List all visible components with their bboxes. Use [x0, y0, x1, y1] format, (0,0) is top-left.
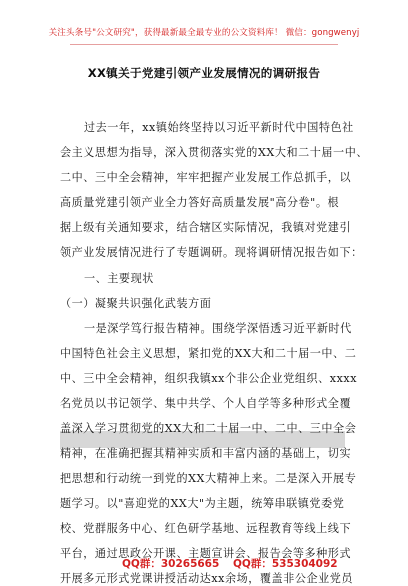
paragraph-line: 高质量党建引领产业全力答好高质量发展"高分卷"。根 — [60, 196, 340, 209]
section-heading: 一、主要现状 — [84, 272, 154, 285]
footer-qq-group-1: QQ群：30265665 — [122, 558, 220, 570]
paragraph-line: 开展多元形式党课讲授活动达xx余场，覆盖非公企业党员 — [60, 572, 354, 585]
paragraph-line: 据上级有关通知要求，结合辖区实际情况，我镇对党建引 — [60, 221, 352, 234]
header-divider — [70, 44, 338, 45]
paragraph-line: 中、三中全会精神，组织我镇xx个非公企业党组织、xxxx — [60, 372, 358, 385]
footer-qq-group-2: QQ群：535304092 — [233, 558, 338, 570]
paragraph-line: 名党员以书记领学、集中共学、个人自学等多种形式全覆 — [60, 397, 352, 410]
header-banner: 关注头条号"公文研究"，获得最新最全最专业的公文资料库！ 微信：gongwenyj — [48, 28, 360, 38]
paragraph-line: 一是深学笃行报告精神。围绕学深悟透习近平新时代 — [84, 322, 352, 335]
paragraph-line: 领产业发展情况进行了专题调研。现将调研情况报告如下： — [60, 246, 363, 259]
paragraph-line: 二中、三中全会精神，牢牢把握产业发展工作总抓手，以 — [60, 171, 352, 184]
paragraph-line: 题学习。以"喜迎党的XX大"为主题，统筹串联镇党委党 — [60, 497, 345, 510]
subsection-heading: （一）凝聚共识强化武装方面 — [60, 297, 212, 310]
paragraph-line: 精神，在准确把握其精神实质和丰富内涵的基础上，切实 — [60, 447, 352, 460]
document-title: XX镇关于党建引领产业发展情况的调研报告 — [87, 66, 321, 80]
paragraph-line: 中国特色社会主义思想，紧扣党的XX大和二十届一中、二 — [60, 347, 357, 360]
paragraph-line: 盖深入学习贯彻党的XX大和二十届一中、二中、三中全会 — [60, 422, 357, 435]
paragraph-line: 校、党群服务中心、红色研学基地、远程教育等线上线下 — [60, 522, 352, 535]
paragraph-line: 会主义思想为指导，深入贯彻落实党的XX大和二十届一中、 — [60, 146, 368, 159]
paragraph-line: 把思想和行动统一到党的XX大精神上来。二是深入开展专 — [60, 472, 357, 485]
paragraph-line: 过去一年，xx镇始终坚持以习近平新时代中国特色社 — [84, 121, 354, 134]
paragraph-line: 平台，通过思政公开课、主题宣讲会、报告会等多种形式 — [60, 547, 352, 560]
